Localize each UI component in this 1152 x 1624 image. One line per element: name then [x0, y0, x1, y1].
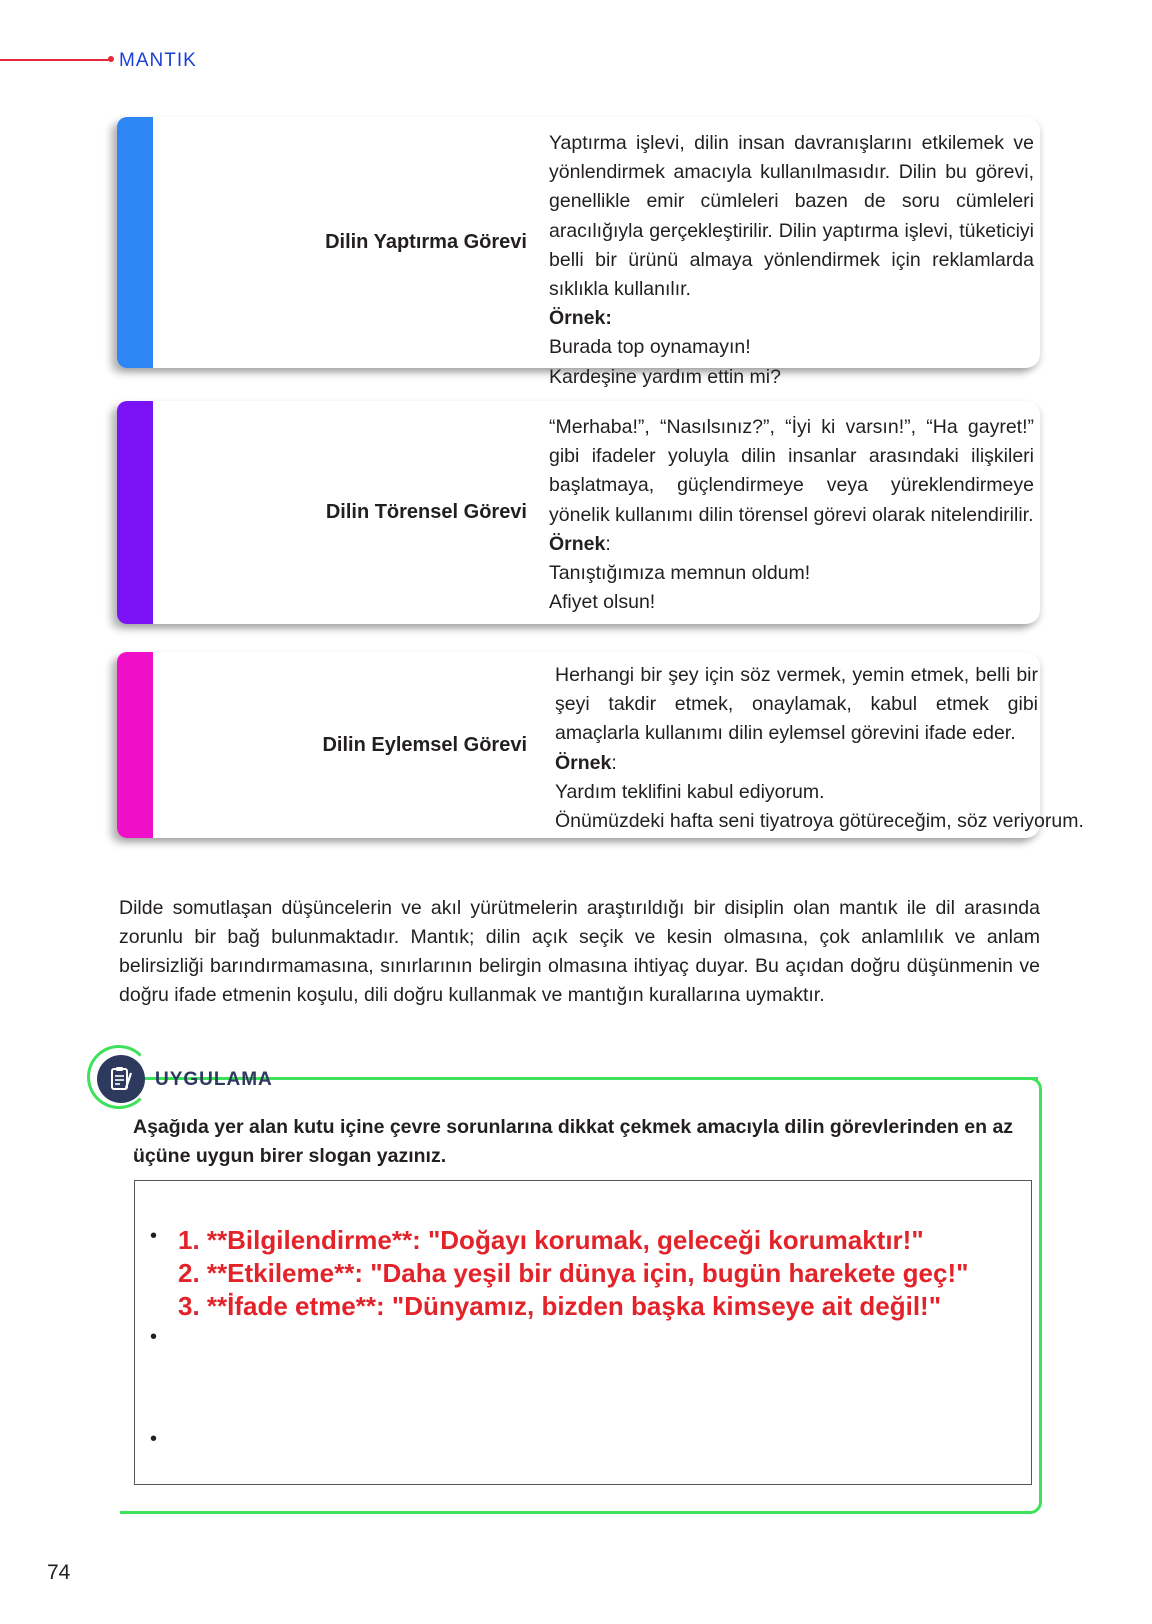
example-line: Önümüzdeki hafta seni tiyatroya götüreceğim, söz veriyorum.: [555, 810, 1084, 833]
card-color-bar: [117, 117, 153, 368]
example-line: Kardeşine yardım ettin mi?: [549, 365, 781, 388]
example-line: Afiyet olsun!: [549, 591, 656, 614]
card-yaptirma: [117, 117, 1040, 388]
application-frame-top: [268, 1077, 1038, 1080]
bullet: •: [150, 1326, 158, 1348]
page-number: 74: [47, 1561, 71, 1584]
card-body: Yaptırma işlevi, dilin insan davranışlarını etkilemek ve yönlendirmek amacıyla kullanılmasıdır. Dilin bu görevi, genellikle emir cümleleri bazen de soru cümleleri aracılığıyla gerçekleştirilir. Dilin yaptırma işlevi, tüketiciyi belli bir ürünü almaya yönlendirmek için reklamlarda sıklıkla kullanılır.: [549, 132, 1034, 301]
example-line: Tanıştığımıza memnun oldum!: [549, 562, 811, 585]
body-paragraph: Dilde somutlaşan düşüncelerin ve akıl yürütmelerin araştırıldığı bir disiplin olan mantık ile dil arasında zorunlu bir bağ bulunmaktadır. Mantık; dilin açık seçik ve kesin olmasına, çok anlamlılık ve anlam belirsizliği barındırmamasına, sınırlarının belirgin olmasına ihtiyaç duyar. Bu açıdan doğru düşünmenin ve doğru ifade etmenin koşulu, dili doğru kullanmak ve mantığın kurallarına uymaktır.: [119, 897, 1040, 1006]
header-rule: [0, 59, 111, 61]
header-dot: [108, 56, 114, 62]
card-eylemsel: [117, 652, 1084, 838]
card-text: [555, 661, 1084, 836]
answer-line: 3. **İfade etme**: "Dünyamız, bizden başka kimseye ait değil!": [178, 1291, 942, 1321]
card-body: “Merhaba!”, “Nasılsınız?”, “İyi ki varsın!”, “Ha gayret!” gibi ifadeler yoluyla dilin insanlar arasındaki ilişkileri başlatmaya, güçlendirmeye veya yüreklendirmeye yönelik kullanımı dilin törensel görevi olarak nitelendirilir.: [549, 416, 1034, 526]
card-color-bar: [117, 652, 153, 838]
card-label: Dilin Yaptırma Görevi: [325, 231, 527, 253]
example-label: Örnek: [555, 751, 612, 774]
card-text: [549, 129, 1034, 392]
application-title: UYGULAMA: [155, 1069, 273, 1090]
bullet: •: [150, 1428, 158, 1450]
application-instruction: Aşağıda yer alan kutu içine çevre sorunlarına dikkat çekmek amacıyla dilin görevlerinden en az üçüne uygun birer slogan yazınız.: [133, 1116, 1014, 1167]
example-colon: :: [611, 751, 617, 774]
example-label: Örnek:: [549, 307, 612, 330]
card-label: Dilin Eylemsel Görevi: [322, 733, 527, 756]
card-label: Dilin Törensel Görevi: [325, 501, 527, 523]
example-line: Burada top oynamayın!: [549, 336, 751, 359]
example-colon: :: [605, 532, 611, 555]
card-torensel: [117, 401, 1040, 624]
clipboard-pencil-icon: [97, 1055, 145, 1103]
example-line: Yardım teklifini kabul ediyorum.: [555, 780, 825, 803]
card-color-bar: [117, 401, 153, 624]
answer-line: 2. **Etkileme**: "Daha yeşil bir dünya için, bugün harekete geç!": [178, 1258, 969, 1288]
answer-line: 1. **Bilgilendirme**: "Doğayı korumak, geleceği korumaktır!": [178, 1225, 924, 1255]
card-text: [549, 413, 1034, 617]
answer-text: [178, 1224, 1018, 1323]
card-body: Herhangi bir şey için söz vermek, yemin etmek, belli bir şeyi takdir etmek, onaylamak, kabul etmek gibi amaçlarla kullanımı dilin eylemsel görevini ifade eder.: [555, 664, 1038, 745]
section-title: MANTIK: [119, 50, 197, 71]
bullet: •: [150, 1225, 158, 1247]
example-label: Örnek: [549, 532, 606, 555]
